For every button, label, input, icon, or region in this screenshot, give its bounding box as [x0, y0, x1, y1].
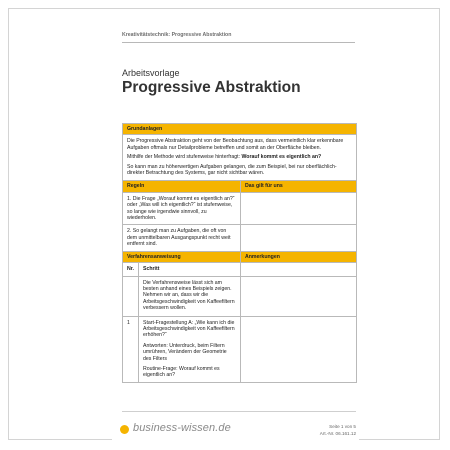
schritt-column-label: Schritt: [139, 263, 241, 276]
document-frame: [8, 8, 440, 440]
verfahren-intro-row: [123, 276, 357, 316]
document-page: [112, 19, 359, 445]
regeln-rule-1: 1. Die Frage „Worauf kommt es eigentlich an?“ oder „Was will ich eigentlich?“ ist stufenweise, so lange wie irgendwie sinnvoll, zu wiederholen.: [123, 192, 241, 225]
grundlagen-header-row: [123, 124, 357, 135]
regeln-row: [123, 192, 357, 225]
running-header: Kreativitätstechnik: Progressive Abstraktion: [122, 32, 232, 38]
step-1-text: [139, 316, 241, 382]
step-1-number: 1: [123, 316, 139, 382]
regeln-heading: Regeln: [123, 181, 241, 192]
nr-column-label: Nr.: [123, 263, 139, 276]
verfahren-intro-text: Die Verfahrensweise lässt sich am besten anhand eines Beispiels zeigen. Nehmen wir an, dass wir die Arbeitsgeschwindigkeit von Kaffeefiltern verbessern wollen.: [139, 276, 241, 316]
page-footer: [112, 411, 359, 445]
footer-rule: [122, 411, 356, 412]
footer-meta: [320, 423, 356, 437]
verfahren-step-row: [123, 316, 357, 382]
worksheet-table: [122, 123, 357, 383]
grundlagen-body-row: [123, 135, 357, 181]
brand-logo: business-wissen.de: [133, 422, 231, 434]
step-1-routine-question: Routine-Frage: Worauf kommt es eigentlich an?: [143, 365, 220, 379]
regeln-rule-2: 2. So gelangt man zu Aufgaben, die oft von dem unmittelbaren Ausgangspunkt recht weit entfernt sind.: [123, 225, 241, 251]
step-1-note[interactable]: [241, 316, 357, 382]
regeln-note-1[interactable]: [241, 192, 357, 225]
header-rule: [122, 42, 355, 43]
grundlagen-paragraph-2: [127, 154, 352, 160]
grundlagen-paragraph-2-text: Mithilfe der Methode wird stufenweise hinterfragt:: [127, 154, 242, 161]
regeln-header-row: [123, 181, 357, 192]
grundlagen-paragraph-3: So kann man zu höherwertigen Aufgaben gelangen, die zum Beispiel, bei nur oberflächlich-direkter Betrachtung des Systems, gar nicht sichtbar wären.: [127, 163, 337, 177]
verfahren-notes-heading: Anmerkungen: [241, 251, 357, 262]
regeln-note-2[interactable]: [241, 225, 357, 251]
document-subtitle: Arbeitsvorlage: [122, 68, 180, 78]
grundlagen-key-question: Worauf kommt es eigentlich an?: [241, 154, 322, 161]
article-number: Art.-Nr. 06.161.12: [319, 431, 356, 436]
logo-dot-icon: [120, 425, 129, 434]
regeln-notes-heading: Das gilt für uns: [241, 181, 357, 192]
step-1-answers: Antworten: Unterdruck, beim Filtern umrühren, Verändern der Geometrie des Filters: [143, 342, 227, 362]
grundlagen-text: [123, 135, 357, 181]
verfahren-intro-nr: [123, 276, 139, 316]
verfahren-subheader-notes: [241, 263, 357, 276]
verfahren-subheader-row: [123, 263, 357, 276]
verfahren-heading: Verfahrensanweisung: [123, 251, 241, 262]
document-title: Progressive Abstraktion: [122, 79, 301, 96]
verfahren-header-row: [123, 251, 357, 262]
page-number: Seite 1 von 5: [329, 424, 356, 429]
verfahren-intro-note[interactable]: [241, 276, 357, 316]
grundlagen-heading: Grundanlagen: [123, 124, 357, 135]
grundlagen-paragraph-1: Die Progressive Abstraktion geht von der Beobachtung aus, dass vermeintlich klar erkennbare Aufgaben oftmals nur Detailprobleme betreffen und somit an der Oberfläche bleiben.: [127, 138, 344, 151]
regeln-row: [123, 225, 357, 251]
step-1-question: Start-Fragestellung A: „Wie kann ich die Arbeitsgeschwindigkeit von Kaffeefiltern erhöhen?“: [143, 319, 235, 339]
